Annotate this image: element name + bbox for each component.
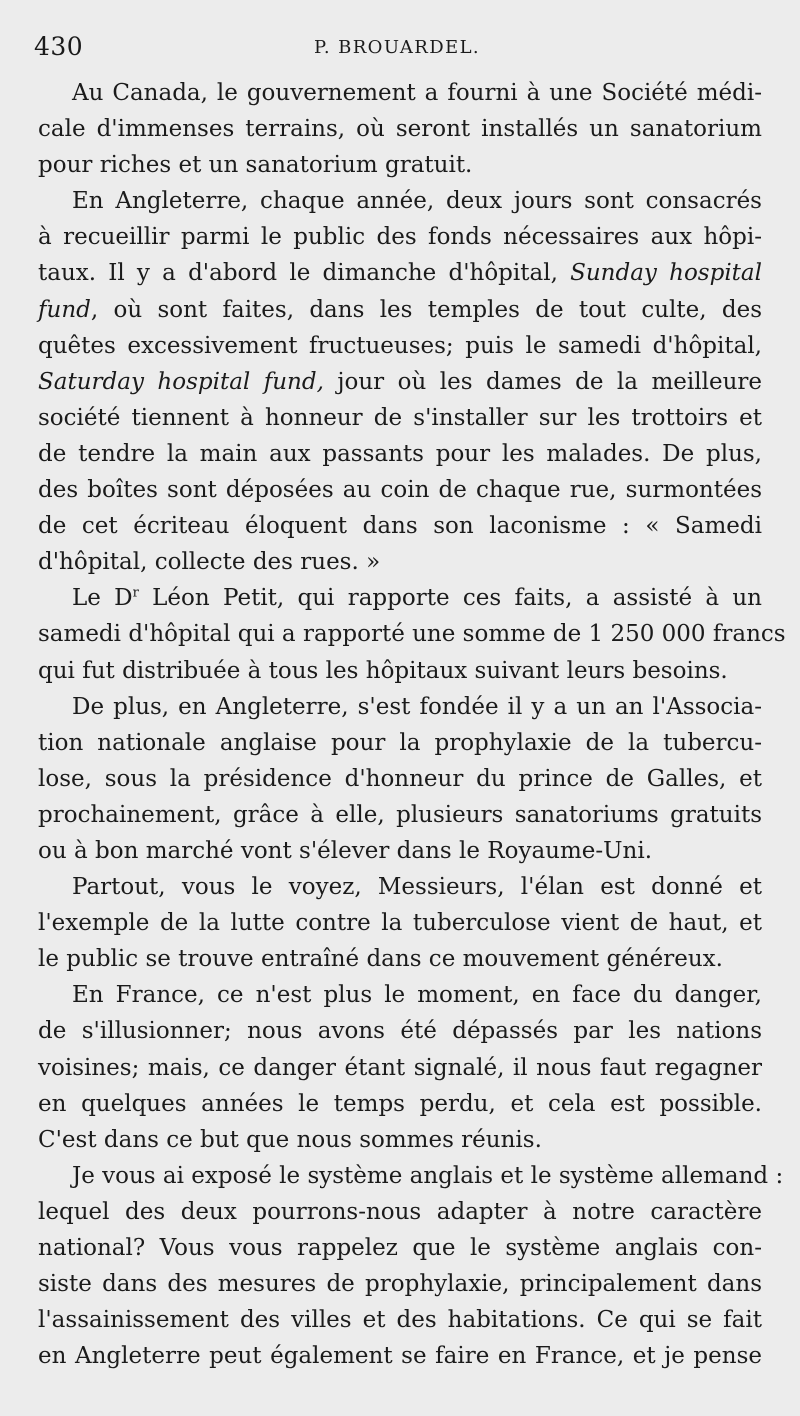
text-line: En Angleterre, chaque année, deux jours sont consacrés <box>72 188 762 215</box>
italic-text: Sunday hospital <box>570 260 762 287</box>
text-line: En France, ce n'est plus le moment, en face du danger, <box>72 982 762 1009</box>
text-line: d'hôpital, collecte des rues. » <box>38 549 381 576</box>
text-line: Au Canada, le gouvernement a fourni à une Société médi- <box>72 80 762 106</box>
text-segment: Léon Petit, qui rapporte ces faits, a assisté à un <box>138 585 762 612</box>
text-line: cale d'immenses terrains, où seront installés un sanatorium <box>38 116 762 143</box>
page-number: 430 <box>34 32 84 61</box>
text-line <box>38 580 762 616</box>
text-line: pour riches et un sanatorium gratuit. <box>38 152 473 179</box>
text-line: C'est dans ce but que nous sommes réunis. <box>38 1126 542 1153</box>
italic-text: fund <box>38 296 91 323</box>
text-segment: jour où les dames de la meilleure <box>323 368 762 395</box>
text-line: voisines; mais, ce danger étant signalé, il nous faut regagner <box>38 1054 762 1081</box>
text-line: ou à bon marché vont s'élever dans le Royaume-Uni. <box>38 837 653 864</box>
text-line: société tiennent à honneur de s'installer sur les trottoirs et <box>38 404 762 431</box>
text-line: De plus, en Angleterre, s'est fondée il y a un an l'Associa- <box>72 693 762 720</box>
text-segment: , où sont faites, dans les temples de tout culte, des <box>90 296 762 323</box>
text-segment: Le D <box>72 585 133 612</box>
text-line: national? Vous vous rappelez que le système anglais con- <box>38 1235 762 1261</box>
text-line: lequel des deux pourrons-nous adapter à notre caractère <box>38 1198 762 1225</box>
text-line: quêtes excessivement fructueuses; puis le samedi d'hôpital, <box>38 332 762 359</box>
body-text <box>38 75 786 1374</box>
text-line: de s'illusionner; nous avons été dépassés par les nations <box>38 1018 762 1045</box>
text-line <box>38 364 762 400</box>
text-line: Partout, vous le voyez, Messieurs, l'élan est donné et <box>72 874 762 901</box>
italic-text: Saturday hospital fund, <box>38 368 324 395</box>
text-line <box>38 255 762 291</box>
text-line: de tendre la main aux passants pour les malades. De plus, <box>38 440 762 467</box>
text-line: l'assainissement des villes et des habitations. Ce qui se fait <box>38 1307 762 1334</box>
text-segment: taux. Il y a d'abord le dimanche d'hôpital, <box>38 260 571 287</box>
page-header <box>34 32 760 72</box>
text-line: des boîtes sont déposées au coin de chaque rue, surmontées <box>38 477 762 504</box>
text-line <box>38 292 762 328</box>
text-line: prochainement, grâce à elle, plusieurs sanatoriums gratuits <box>38 801 762 828</box>
superscript-text: r <box>132 585 139 601</box>
running-head: P. BROUARDEL. <box>314 37 481 58</box>
text-line: à recueillir parmi le public des fonds nécessaires aux hôpi- <box>38 224 762 251</box>
text-line: siste dans des mesures de prophylaxie, principalement dans <box>38 1271 762 1298</box>
text-line: l'exemple de la lutte contre la tuberculose vient de haut, et <box>38 910 762 937</box>
text-line: samedi d'hôpital qui a rapporté une somme de 1 250 000 francs <box>38 621 786 648</box>
text-line: qui fut distribuée à tous les hôpitaux suivant leurs besoins. <box>38 657 728 684</box>
text-line: en quelques années le temps perdu, et cela est possible. <box>38 1090 762 1117</box>
text-line: lose, sous la présidence d'honneur du prince de Galles, et <box>38 765 762 792</box>
text-line: de cet écriteau éloquent dans son laconisme : « Samedi <box>38 513 762 540</box>
text-line: le public se trouve entraîné dans ce mouvement généreux. <box>38 946 723 973</box>
text-line: en Angleterre peut également se faire en France, et je pense <box>38 1343 762 1370</box>
text-line: tion nationale anglaise pour la prophylaxie de la tubercu- <box>38 729 762 756</box>
text-line: Je vous ai exposé le système anglais et le système allemand : <box>72 1162 784 1189</box>
